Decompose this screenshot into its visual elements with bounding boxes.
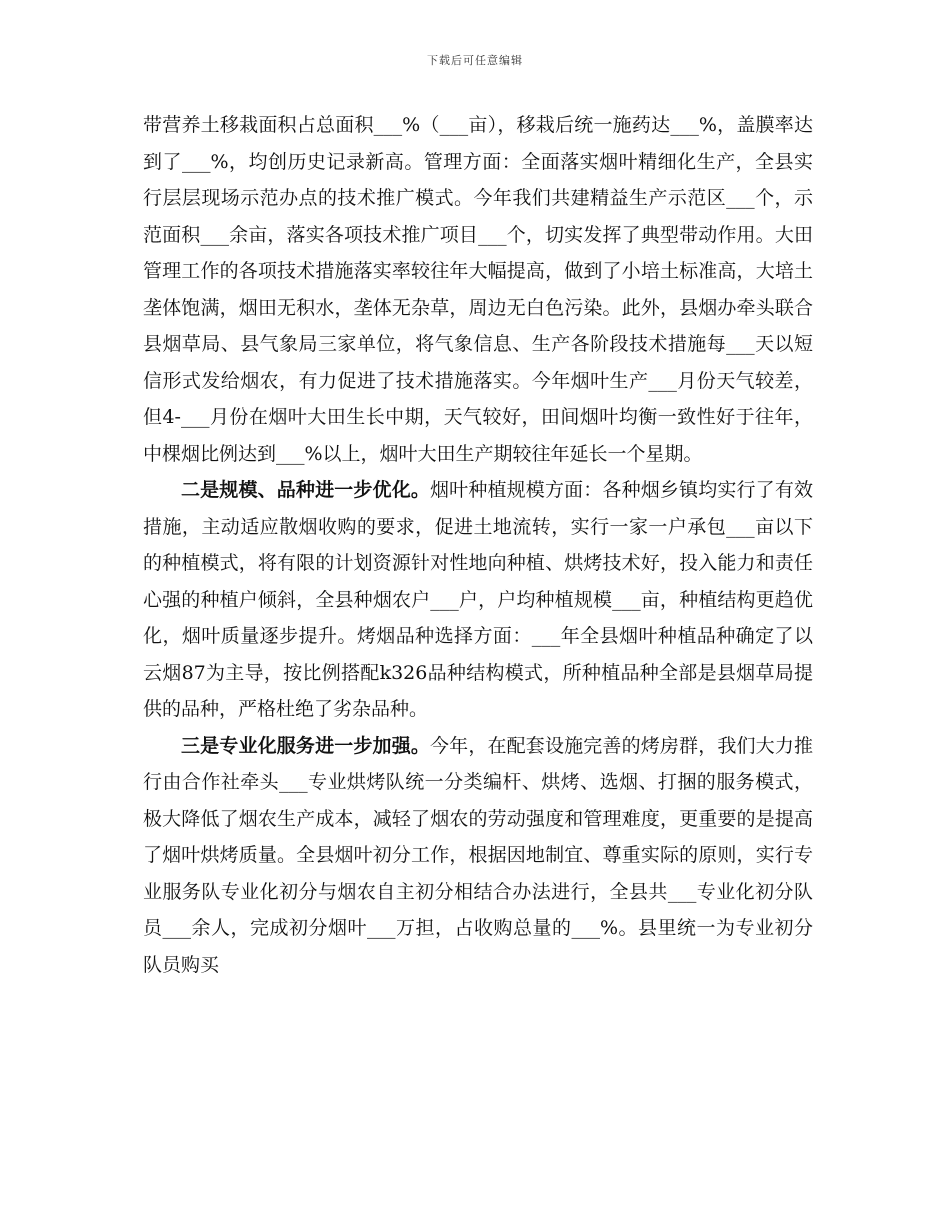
page-header: 下载后可任意编辑 bbox=[427, 54, 523, 67]
paragraph-2-lead: 二是规模、品种进一步优化。 bbox=[181, 479, 431, 501]
paragraph-2-text: 烟叶种植规模方面：各种烟乡镇均实行了有效措施，主动适应散烟收购的要求，促进土地流转，实行一家一户承包___亩以下的种植模式，将有限的计划资源针对性地向种植、烘烤技术好，投入能力和责任心强的种植户倾斜，全县种烟农户___户，户均种植规模___亩，种植结构更趋优化，烟叶质量逐步提升。烤烟品种选择方面：___年全县烟叶种植品种确定了以云烟87为主导，按比例搭配k326品种结构模式，所种植品种全部是县烟草局提供的品种，严格杜绝了劣杂品种。 bbox=[143, 479, 813, 720]
paragraph-3-lead: 三是专业化服务进一步加强。 bbox=[181, 734, 431, 757]
paragraph-3-text: 今年，在配套设施完善的烤房群，我们大力推行由合作社牵头___专业烘烤队统一分类编杆、烘烤、选烟、打捆的服务模式，极大降低了烟农生产成本，减轻了烟农的劳动强度和管理难度，更重要的是提高了烟叶烘烤质量。全县烟叶初分工作，根据因地制宜、尊重实际的原则，实行专业服务队专业化初分与烟农自主初分相结合办法进行，全县共___专业化初分队员___余人，完成初分烟叶___万担，占收购总量的___%。县里统一为专业初分队员购买 bbox=[143, 734, 813, 976]
paragraph-1-text: 带营养土移栽面积占总面积___%（___亩），移栽后统一施药达___%，盖膜率达到了___%，均创历史记录新高。管理方面：全面落实烟叶精细化生产，全县实行层层现场示范办点的技术推广模式。今年我们共建精益生产示范区___个，示范面积___余亩，落实各项技术推广项目___个，切实发挥了典型带动作用。大田管理工作的各项技术措施落实率较往年大幅提高，做到了小培土标准高，大培土垄体饱满，烟田无积水，垄体无杂草，周边无白色污染。此外，县烟办牵头联合县烟草局、县气象局三家单位，将气象信息、生产各阶段技术措施每___天以短信形式发给烟农，有力促进了技术措施落实。今年烟叶生产___月份天气较差，但4-___月份在烟叶大田生长中期，天气较好，田间烟叶均衡一致性好于往年，中棵烟比例达到___%以上，烟叶大田生产期较往年延长一个星期。 bbox=[143, 114, 813, 465]
paragraph-2 bbox=[143, 472, 813, 728]
document-body bbox=[143, 107, 813, 983]
paragraph-3 bbox=[143, 728, 813, 984]
paragraph-1 bbox=[143, 107, 813, 472]
